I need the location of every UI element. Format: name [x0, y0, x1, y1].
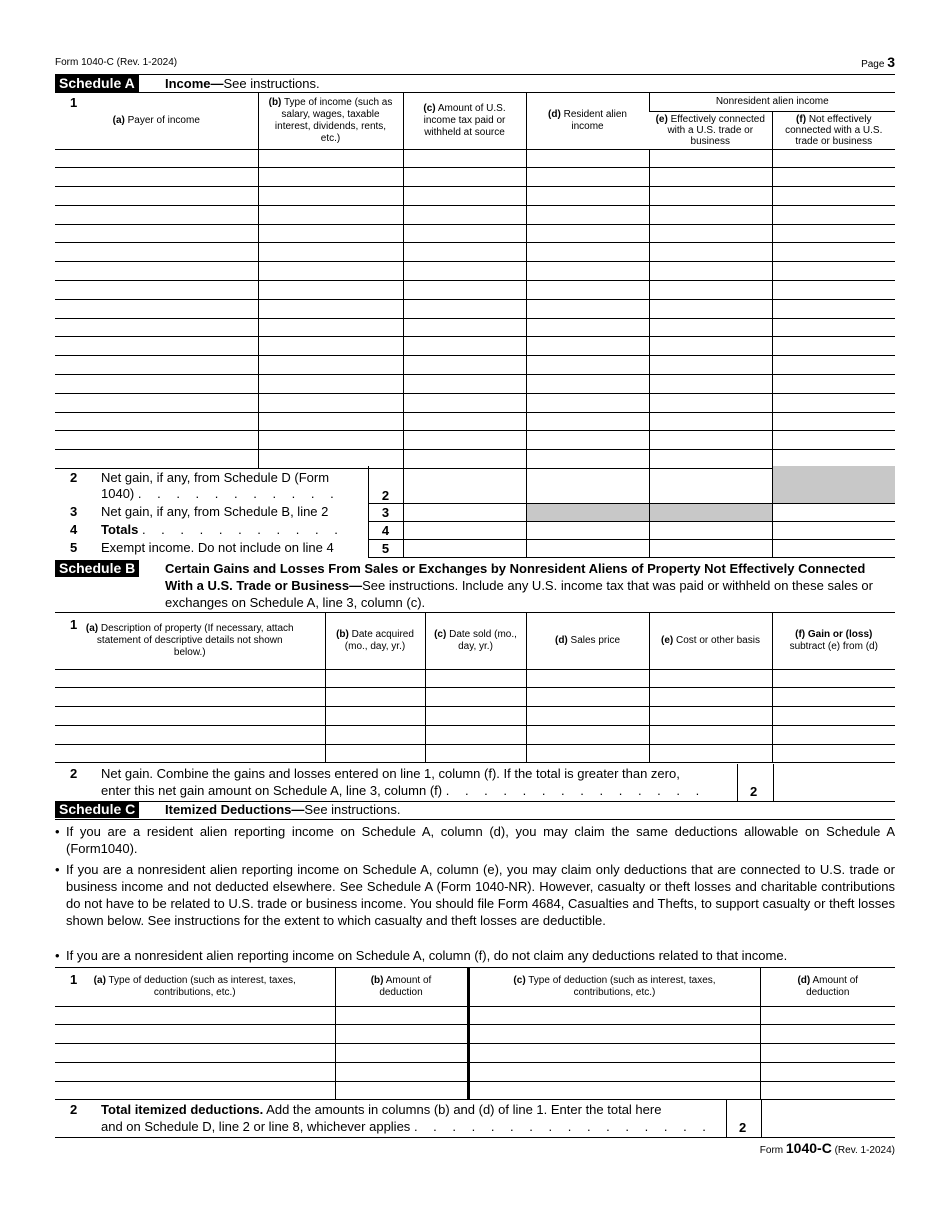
line-2-col-f-shaded	[772, 466, 895, 503]
rule	[55, 819, 895, 820]
entry-cell[interactable]	[325, 744, 425, 763]
line-5-col-e[interactable]	[649, 539, 772, 557]
col-header-deduction-type-a: (a) Type of deduction (such as interest, taxes, contributions, etc.)	[55, 968, 335, 1006]
entry-cell[interactable]	[55, 224, 258, 243]
entry-cell[interactable]	[649, 688, 772, 707]
entry-cell[interactable]	[335, 1044, 468, 1063]
entry-cell[interactable]	[526, 281, 649, 300]
entry-cell[interactable]	[526, 337, 649, 356]
entry-cell[interactable]	[403, 337, 526, 356]
entry-cell[interactable]	[526, 393, 649, 412]
entry-cell[interactable]	[649, 281, 772, 300]
entry-cell[interactable]	[55, 725, 325, 744]
schedule-b-line-2-box: 2	[737, 764, 774, 801]
schedule-a-title: Income—See instructions.	[165, 76, 320, 91]
line-3-label: 3 Net gain, if any, from Schedule B, line 2	[70, 504, 329, 519]
line-2-box: 2	[368, 466, 403, 503]
footer-form-id: Form 1040-C (Rev. 1-2024)	[759, 1140, 895, 1156]
entry-cell[interactable]	[649, 243, 772, 262]
table-row	[55, 356, 895, 375]
entry-cell[interactable]	[403, 168, 526, 187]
col-header-description: (a) Description of property (If necessary, attach statement of descriptive details not shown below.)	[55, 613, 325, 669]
entry-cell[interactable]	[335, 1081, 468, 1100]
entry-cell[interactable]	[403, 149, 526, 168]
line-2-label: 2 Net gain, if any, from Schedule D (Form 1040) . . . . . . . . . . .	[70, 470, 340, 501]
line-3-col-e-shaded	[649, 503, 772, 521]
entry-cell[interactable]	[772, 725, 895, 744]
schedule-b-line-1: 1	[70, 617, 78, 632]
entry-cell[interactable]	[649, 431, 772, 450]
entry-cell[interactable]	[258, 149, 403, 168]
entry-cell[interactable]	[468, 1081, 760, 1100]
entry-cell[interactable]	[258, 393, 403, 412]
schedule-c-bullet-3: • If you are a nonresident alien reporting income on Schedule A, column (f), do not claim any deductions related to that income.	[55, 948, 788, 963]
entry-cell[interactable]	[649, 168, 772, 187]
entry-cell[interactable]	[772, 375, 895, 394]
entry-cell[interactable]	[649, 318, 772, 337]
entry-cell[interactable]	[760, 1044, 895, 1063]
entry-cell[interactable]	[335, 1062, 468, 1081]
col-header-gain-loss: (f) Gain or (loss) subtract (e) from (d)	[772, 613, 895, 669]
entry-cell[interactable]	[55, 1025, 335, 1044]
table-row	[55, 224, 895, 243]
schedule-b-tag: Schedule B	[55, 560, 139, 577]
entry-cell[interactable]	[649, 149, 772, 168]
col-header-tax-withheld: (c) Amount of U.S. income tax paid or withheld at source	[403, 93, 526, 149]
entry-cell[interactable]	[526, 205, 649, 224]
col-header-type: (b) Type of income (such as salary, wages, taxable interest, dividends, rents, etc.)	[258, 93, 403, 149]
entry-cell[interactable]	[258, 262, 403, 281]
entry-cell[interactable]	[55, 318, 258, 337]
entry-cell[interactable]	[55, 431, 258, 450]
entry-cell[interactable]	[526, 262, 649, 281]
entry-cell[interactable]	[55, 299, 258, 318]
col-header-deduction-type-c: (c) Type of deduction (such as interest, taxes, contributions, etc.)	[468, 968, 760, 1006]
entry-cell[interactable]	[258, 431, 403, 450]
schedule-c-tag: Schedule C	[55, 801, 139, 818]
entry-cell[interactable]	[403, 187, 526, 206]
schedule-c-deductions-table	[55, 968, 895, 1100]
entry-cell[interactable]	[526, 744, 649, 763]
entry-cell[interactable]	[55, 356, 258, 375]
entry-cell[interactable]	[403, 318, 526, 337]
entry-cell[interactable]	[335, 1006, 468, 1025]
entry-cell[interactable]	[649, 224, 772, 243]
entry-cell[interactable]	[526, 187, 649, 206]
table-row	[55, 1081, 895, 1100]
entry-cell[interactable]	[55, 412, 258, 431]
line-5-box: 5	[368, 539, 403, 557]
entry-cell[interactable]	[403, 375, 526, 394]
entry-cell[interactable]	[649, 299, 772, 318]
entry-cell[interactable]	[258, 243, 403, 262]
schedule-b-line-2-amount[interactable]	[773, 764, 895, 801]
entry-cell[interactable]	[526, 299, 649, 318]
form-reference: Form 1040-C (Rev. 1-2024)	[55, 57, 178, 68]
col-header-amount-b: (b) Amount of deduction	[335, 968, 468, 1006]
schedule-c-line-2-box: 2	[726, 1100, 762, 1137]
table-row	[55, 707, 895, 726]
entry-cell[interactable]	[425, 744, 526, 763]
entry-cell[interactable]	[55, 393, 258, 412]
table-row	[55, 431, 895, 450]
entry-cell[interactable]	[772, 224, 895, 243]
line-2-col-c[interactable]	[403, 466, 526, 503]
table-row	[55, 281, 895, 300]
entry-cell[interactable]	[526, 318, 649, 337]
table-row	[55, 187, 895, 206]
entry-cell[interactable]	[526, 243, 649, 262]
schedule-a-line-1: 1	[70, 95, 78, 110]
entry-cell[interactable]	[772, 168, 895, 187]
entry-cell[interactable]	[403, 412, 526, 431]
entry-cell[interactable]	[258, 337, 403, 356]
entry-cell[interactable]	[772, 299, 895, 318]
entry-cell[interactable]	[760, 1025, 895, 1044]
col-header-amount-d: (d) Amount of deduction	[760, 968, 895, 1006]
entry-cell[interactable]	[760, 1062, 895, 1081]
entry-cell[interactable]	[526, 669, 649, 688]
entry-cell[interactable]	[468, 1062, 760, 1081]
col-header-date-sold: (c) Date sold (mo., day, yr.)	[425, 613, 526, 669]
entry-cell[interactable]	[649, 707, 772, 726]
entry-cell[interactable]	[325, 707, 425, 726]
entry-cell[interactable]	[55, 281, 258, 300]
entry-cell[interactable]	[55, 168, 258, 187]
line-4-box: 4	[368, 521, 403, 539]
entry-cell[interactable]	[526, 168, 649, 187]
entry-cell[interactable]	[55, 1044, 335, 1063]
col-header-payer: (a) Payer of income	[55, 93, 258, 149]
entry-cell[interactable]	[649, 356, 772, 375]
table-row	[55, 262, 895, 281]
col-header-effectively-connected: (e) Effectively connected with a U.S. trade or business	[649, 111, 772, 149]
entry-cell[interactable]	[468, 1044, 760, 1063]
table-row	[55, 1006, 895, 1025]
entry-cell[interactable]	[55, 262, 258, 281]
table-row	[55, 299, 895, 318]
entry-cell[interactable]	[258, 375, 403, 394]
entry-cell[interactable]	[55, 1062, 335, 1081]
schedule-c-bullet-1: • If you are a resident alien reporting income on Schedule A, column (d), you may claim the same deductions allowable on Schedule A (Form1040).	[55, 824, 895, 856]
schedule-c-line-2: 2 Total itemized deductions. Add the amounts in columns (b) and (d) of line 1. Enter the total here and on Schedule D, line 2 or line 8, whichever applies . . . . . . . . . . . . . . . . 2	[55, 1100, 895, 1138]
col-header-date-acquired: (b) Date acquired (mo., day, yr.)	[325, 613, 425, 669]
line-2-col-e[interactable]	[649, 466, 772, 503]
line-5-label: 5 Exempt income. Do not include on line 4	[70, 540, 334, 555]
table-row	[55, 669, 895, 688]
entry-cell[interactable]	[258, 356, 403, 375]
entry-cell[interactable]	[55, 187, 258, 206]
table-row	[55, 744, 895, 763]
line-3-col-f[interactable]	[772, 503, 895, 521]
line-4-col-e[interactable]	[649, 521, 772, 539]
entry-cell[interactable]	[772, 149, 895, 168]
table-row	[55, 243, 895, 262]
entry-cell[interactable]	[772, 688, 895, 707]
entry-cell[interactable]	[649, 669, 772, 688]
entry-cell[interactable]	[772, 356, 895, 375]
schedule-b-property-table	[55, 613, 895, 763]
page-number: Page 3	[861, 54, 895, 70]
entry-cell[interactable]	[403, 299, 526, 318]
entry-cell[interactable]	[772, 393, 895, 412]
schedule-c-bullet-2: • If you are a nonresident alien reporting income on Schedule A, column (e), you may claim only deductions that are connected to U.S. trade or business income and not deducted elsewhere. See Schedule A (Form 1040-NR). However, casualty or theft losses and charitable contributions do not have to be related to U.S. trade or business income. You should file Form 4684, Casualties and Thefts, to support casualty or theft losses shown below. See instructions for the extent to which casualty and theft losses are deductible.	[55, 862, 895, 928]
entry-cell[interactable]	[55, 744, 325, 763]
entry-cell[interactable]	[55, 669, 325, 688]
entry-cell[interactable]	[526, 431, 649, 450]
entry-cell[interactable]	[258, 168, 403, 187]
entry-cell[interactable]	[772, 187, 895, 206]
entry-cell[interactable]	[772, 205, 895, 224]
line-5-col-c[interactable]	[403, 539, 526, 557]
entry-cell[interactable]	[760, 1006, 895, 1025]
entry-cell[interactable]	[55, 205, 258, 224]
entry-cell[interactable]	[526, 725, 649, 744]
entry-cell[interactable]	[335, 1025, 468, 1044]
entry-cell[interactable]	[526, 412, 649, 431]
entry-cell[interactable]	[649, 262, 772, 281]
entry-cell[interactable]	[772, 337, 895, 356]
entry-cell[interactable]	[403, 205, 526, 224]
entry-cell[interactable]	[425, 725, 526, 744]
entry-cell[interactable]	[772, 431, 895, 450]
schedule-a-summary-lines	[55, 466, 895, 558]
entry-cell[interactable]	[258, 224, 403, 243]
entry-cell[interactable]	[772, 318, 895, 337]
entry-cell[interactable]	[526, 149, 649, 168]
entry-cell[interactable]	[403, 281, 526, 300]
entry-cell[interactable]	[55, 707, 325, 726]
table-row	[55, 337, 895, 356]
entry-cell[interactable]	[649, 725, 772, 744]
line-4-col-f[interactable]	[772, 521, 895, 539]
table-row	[55, 1062, 895, 1081]
col-header-cost-basis: (e) Cost or other basis	[649, 613, 772, 669]
entry-cell[interactable]	[55, 149, 258, 168]
entry-cell[interactable]	[649, 187, 772, 206]
entry-cell[interactable]	[649, 205, 772, 224]
entry-cell[interactable]	[258, 205, 403, 224]
line-5-col-f[interactable]	[772, 539, 895, 557]
entry-cell[interactable]	[772, 243, 895, 262]
entry-cell[interactable]	[526, 224, 649, 243]
schedule-b-line-2: 2 Net gain. Combine the gains and losses entered on line 1, column (f). If the total is greater than zero, enter this net gain amount on Schedule A, line 3, column (f) . . . . . . . . . . . . . . 2	[55, 764, 895, 802]
table-row	[55, 725, 895, 744]
entry-cell[interactable]	[403, 224, 526, 243]
entry-cell[interactable]	[425, 707, 526, 726]
entry-cell[interactable]	[526, 375, 649, 394]
nonresident-header: Nonresident alien income	[649, 93, 895, 111]
entry-cell[interactable]	[772, 707, 895, 726]
schedule-a-tag: Schedule A	[55, 75, 139, 92]
table-row	[55, 318, 895, 337]
schedule-b-title: Certain Gains and Losses From Sales or Exchanges by Nonresident Aliens of Property Not Effectively Connected With a U.S. Trade or Business—See instructions. Include any U.S. income tax that was paid or withheld on these sales or exchanges on Schedule A, line 3, column (c).	[165, 561, 873, 610]
entry-cell[interactable]	[649, 375, 772, 394]
entry-cell[interactable]	[55, 243, 258, 262]
table-row	[55, 1044, 895, 1063]
entry-cell[interactable]	[649, 412, 772, 431]
entry-cell[interactable]	[258, 318, 403, 337]
table-row	[55, 168, 895, 187]
line-4-col-d[interactable]	[526, 521, 649, 539]
table-row	[55, 149, 895, 168]
entry-cell[interactable]	[526, 356, 649, 375]
entry-cell[interactable]	[772, 669, 895, 688]
entry-cell[interactable]	[258, 412, 403, 431]
entry-cell[interactable]	[403, 393, 526, 412]
line-2-col-d[interactable]	[526, 466, 649, 503]
entry-cell[interactable]	[55, 337, 258, 356]
entry-cell[interactable]	[403, 262, 526, 281]
table-row	[55, 412, 895, 431]
entry-cell[interactable]	[403, 243, 526, 262]
table-row	[55, 688, 895, 707]
entry-cell[interactable]	[649, 337, 772, 356]
entry-cell[interactable]	[425, 669, 526, 688]
schedule-a-income-table	[55, 93, 895, 469]
entry-cell[interactable]	[55, 375, 258, 394]
entry-cell[interactable]	[772, 262, 895, 281]
line-3-col-d-shaded	[526, 503, 649, 521]
table-row	[55, 205, 895, 224]
line-5-col-d[interactable]	[526, 539, 649, 557]
schedule-c-line-1: 1	[70, 972, 78, 987]
entry-cell[interactable]	[325, 688, 425, 707]
entry-cell[interactable]	[403, 431, 526, 450]
table-row	[55, 375, 895, 394]
entry-cell[interactable]	[468, 1025, 760, 1044]
table-row	[55, 393, 895, 412]
entry-cell[interactable]	[55, 688, 325, 707]
entry-cell[interactable]	[403, 356, 526, 375]
header-divider	[55, 74, 895, 75]
entry-cell[interactable]	[325, 669, 425, 688]
col-header-resident: (d) Resident alien income	[526, 93, 649, 149]
entry-cell[interactable]	[55, 1006, 335, 1025]
entry-cell[interactable]	[649, 393, 772, 412]
entry-cell[interactable]	[772, 412, 895, 431]
schedule-c-title: Itemized Deductions—See instructions.	[165, 802, 401, 817]
entry-cell[interactable]	[468, 1006, 760, 1025]
entry-cell[interactable]	[55, 1081, 335, 1100]
entry-cell[interactable]	[425, 688, 526, 707]
entry-cell[interactable]	[526, 688, 649, 707]
entry-cell[interactable]	[258, 299, 403, 318]
line-3-box: 3	[368, 503, 403, 521]
entry-cell[interactable]	[772, 744, 895, 763]
schedule-c-line-2-amount[interactable]	[761, 1100, 895, 1137]
entry-cell[interactable]	[325, 725, 425, 744]
line-4-col-c[interactable]	[403, 521, 526, 539]
line-4-label: 4 Totals . . . . . . . . . . .	[70, 522, 344, 537]
col-header-not-effectively-connected: (f) Not effectively connected with a U.S. trade or business	[772, 111, 895, 149]
table-row	[55, 1025, 895, 1044]
line-3-col-c[interactable]	[403, 503, 526, 521]
entry-cell[interactable]	[649, 744, 772, 763]
col-header-sales-price: (d) Sales price	[526, 613, 649, 669]
entry-cell[interactable]	[526, 707, 649, 726]
entry-cell[interactable]	[760, 1081, 895, 1100]
entry-cell[interactable]	[772, 281, 895, 300]
entry-cell[interactable]	[258, 187, 403, 206]
entry-cell[interactable]	[258, 281, 403, 300]
